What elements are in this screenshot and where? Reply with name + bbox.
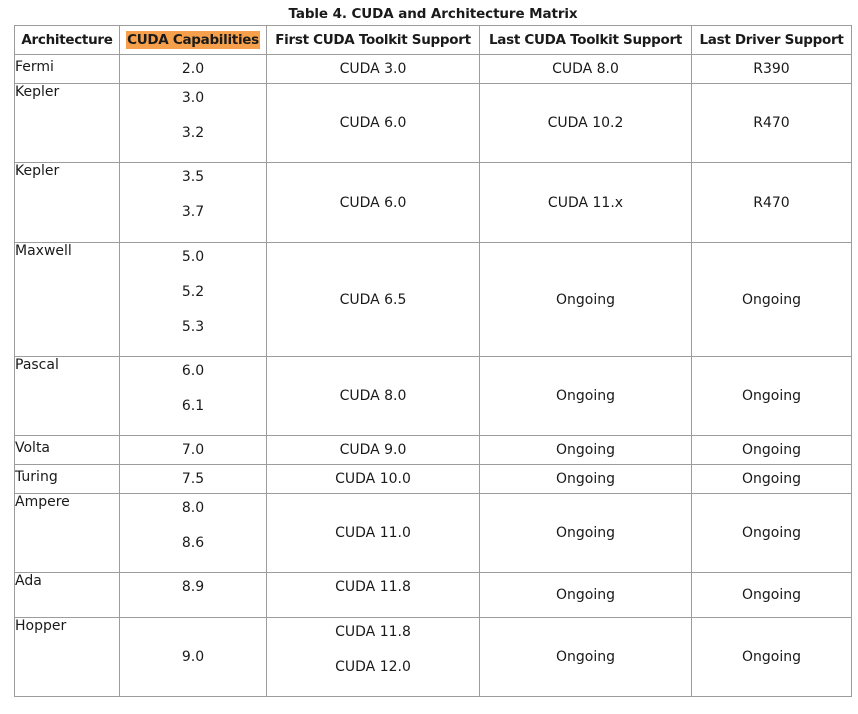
capability-value: 3.5 [181, 169, 205, 185]
first-toolkit-cell: CUDA 6.5 [267, 243, 480, 357]
table-row [15, 243, 852, 357]
architecture-cell: Maxwell [15, 243, 120, 357]
first-toolkit-cell: CUDA 6.0 [267, 84, 480, 163]
capability-value: 3.0 [181, 90, 205, 106]
first-toolkit-cell: CUDA 11.0 [267, 494, 480, 573]
architecture-cell: Kepler [15, 84, 120, 163]
last-toolkit-cell: Ongoing [480, 573, 692, 618]
first-toolkit-value: CUDA 12.0 [335, 659, 411, 675]
capability-value: 8.6 [181, 535, 205, 551]
table-row [15, 55, 852, 84]
table-caption: Table 4. CUDA and Architecture Matrix [288, 6, 578, 22]
architecture-cell: Hopper [15, 618, 120, 697]
header-cuda-capabilities [120, 26, 267, 55]
first-toolkit-value: CUDA 11.8 [335, 624, 411, 640]
last-toolkit-cell: Ongoing [480, 494, 692, 573]
capability-cell [120, 573, 267, 618]
header-last-toolkit: Last CUDA Toolkit Support [480, 26, 692, 55]
capability-cell [120, 357, 267, 436]
architecture-cell: Volta [15, 436, 120, 465]
architecture-cell: Fermi [15, 55, 120, 84]
header-last-driver: Last Driver Support [692, 26, 852, 55]
highlighted-text: CUDA Capabilities [127, 32, 259, 48]
table-row [15, 84, 852, 163]
capability-cell [120, 494, 267, 573]
last-driver-cell: R470 [692, 163, 852, 243]
last-driver-cell: Ongoing [692, 494, 852, 573]
capability-cell: 7.0 [120, 436, 267, 465]
last-toolkit-cell: Ongoing [480, 618, 692, 697]
first-toolkit-cell: CUDA 6.0 [267, 163, 480, 243]
last-driver-cell: Ongoing [692, 465, 852, 494]
last-driver-cell: Ongoing [692, 618, 852, 697]
last-driver-cell: Ongoing [692, 436, 852, 465]
last-driver-cell: Ongoing [692, 243, 852, 357]
cuda-architecture-table [14, 25, 852, 697]
last-toolkit-cell: CUDA 10.2 [480, 84, 692, 163]
last-driver-cell: R470 [692, 84, 852, 163]
first-toolkit-cell: CUDA 10.0 [267, 465, 480, 494]
last-toolkit-cell: Ongoing [480, 243, 692, 357]
capability-cell [120, 84, 267, 163]
header-row [15, 26, 852, 55]
capability-value: 5.3 [181, 319, 205, 335]
first-toolkit-cell [267, 573, 480, 618]
header-architecture: Architecture [15, 26, 120, 55]
table-row [15, 357, 852, 436]
architecture-cell: Ampere [15, 494, 120, 573]
capability-value: 6.0 [181, 363, 205, 379]
capability-cell: 2.0 [120, 55, 267, 84]
table-row [15, 494, 852, 573]
architecture-cell: Pascal [15, 357, 120, 436]
table-row [15, 465, 852, 494]
last-toolkit-cell: Ongoing [480, 465, 692, 494]
capability-cell: 9.0 [120, 618, 267, 697]
capability-cell [120, 163, 267, 243]
capability-value: 8.9 [181, 579, 205, 595]
capability-cell: 7.5 [120, 465, 267, 494]
capability-value: 8.0 [181, 500, 205, 516]
first-toolkit-cell: CUDA 3.0 [267, 55, 480, 84]
capability-value: 3.7 [181, 204, 205, 220]
last-driver-cell: Ongoing [692, 573, 852, 618]
header-first-toolkit: First CUDA Toolkit Support [267, 26, 480, 55]
capability-value: 5.2 [181, 284, 205, 300]
capability-value: 5.0 [181, 249, 205, 265]
architecture-cell: Kepler [15, 163, 120, 243]
capability-cell [120, 243, 267, 357]
table-row [15, 436, 852, 465]
last-toolkit-cell: CUDA 8.0 [480, 55, 692, 84]
table-row [15, 573, 852, 618]
table-row [15, 163, 852, 243]
table-row [15, 618, 852, 697]
capability-value: 3.2 [181, 125, 205, 141]
first-toolkit-cell: CUDA 8.0 [267, 357, 480, 436]
first-toolkit-cell: CUDA 9.0 [267, 436, 480, 465]
last-toolkit-cell: Ongoing [480, 357, 692, 436]
architecture-cell: Ada [15, 573, 120, 618]
last-toolkit-cell: CUDA 11.x [480, 163, 692, 243]
architecture-cell: Turing [15, 465, 120, 494]
last-driver-cell: Ongoing [692, 357, 852, 436]
first-toolkit-cell [267, 618, 480, 697]
last-toolkit-cell: Ongoing [480, 436, 692, 465]
first-toolkit-value: CUDA 11.8 [335, 579, 411, 595]
last-driver-cell: R390 [692, 55, 852, 84]
capability-value: 6.1 [181, 398, 205, 414]
